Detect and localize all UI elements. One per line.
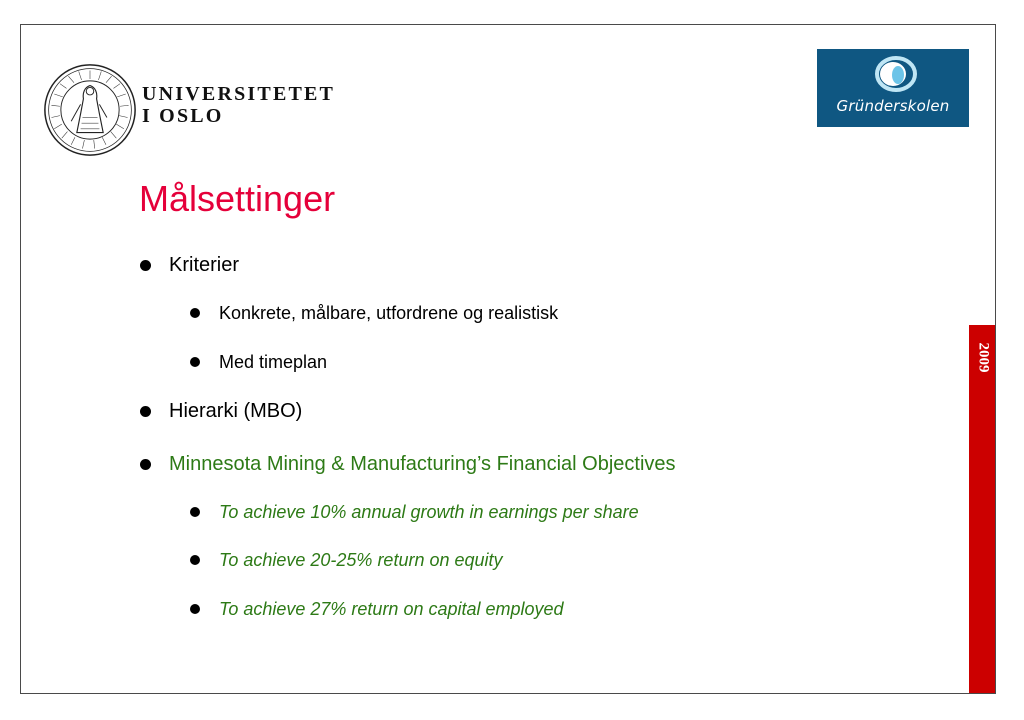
sub-bullet-konkrete bbox=[219, 302, 558, 324]
year-label: 2009 bbox=[975, 342, 992, 373]
bullet-text: Med timeplan bbox=[219, 352, 328, 372]
bullet-text: Konkrete, målbare, utfordrene og realistisk bbox=[219, 303, 559, 323]
bullet-dot-icon bbox=[190, 507, 200, 517]
bullet-kriterier bbox=[169, 253, 239, 277]
bullet-dot-icon bbox=[140, 406, 151, 417]
bullet-text: To achieve 27% return on capital employed bbox=[219, 599, 564, 619]
sub-bullet-timeplan bbox=[219, 351, 327, 373]
university-name-line1: UNIVERSITETET bbox=[142, 83, 336, 105]
sub-bullet-return-equity bbox=[219, 549, 503, 571]
bullet-dot-icon bbox=[140, 459, 151, 470]
bullet-dot-icon bbox=[190, 308, 200, 318]
grunderskolen-logo-text: Gründerskolen bbox=[836, 97, 950, 115]
bullet-text: To achieve 10% annual growth in earnings per share bbox=[219, 502, 639, 522]
bullet-dot-icon bbox=[140, 260, 151, 271]
bullet-dot-icon bbox=[190, 357, 200, 367]
grunderskolen-logo bbox=[817, 49, 969, 127]
sub-bullet-growth-eps bbox=[219, 501, 639, 523]
university-name bbox=[142, 83, 335, 127]
bullet-text: Hierarki (MBO) bbox=[169, 400, 303, 422]
bullet-text: To achieve 20-25% return on equity bbox=[219, 550, 503, 570]
grunderskolen-mark-icon bbox=[817, 49, 969, 127]
year-side-bar bbox=[969, 325, 996, 694]
slide-title: Målsettinger bbox=[139, 178, 336, 219]
bullet-text: Minnesota Mining & Manufacturing’s Financial Objectives bbox=[169, 453, 676, 475]
bullet-dot-icon bbox=[190, 604, 200, 614]
bullet-hierarki bbox=[169, 399, 302, 423]
bullet-text: Kriterier bbox=[169, 254, 240, 276]
university-name-line2: I OSLO bbox=[142, 105, 224, 127]
slide bbox=[20, 24, 996, 694]
university-seal-icon bbox=[43, 63, 137, 157]
sub-bullet-return-capital bbox=[219, 598, 564, 620]
bullet-dot-icon bbox=[190, 555, 200, 565]
bullet-minnesota-mining bbox=[169, 452, 676, 476]
